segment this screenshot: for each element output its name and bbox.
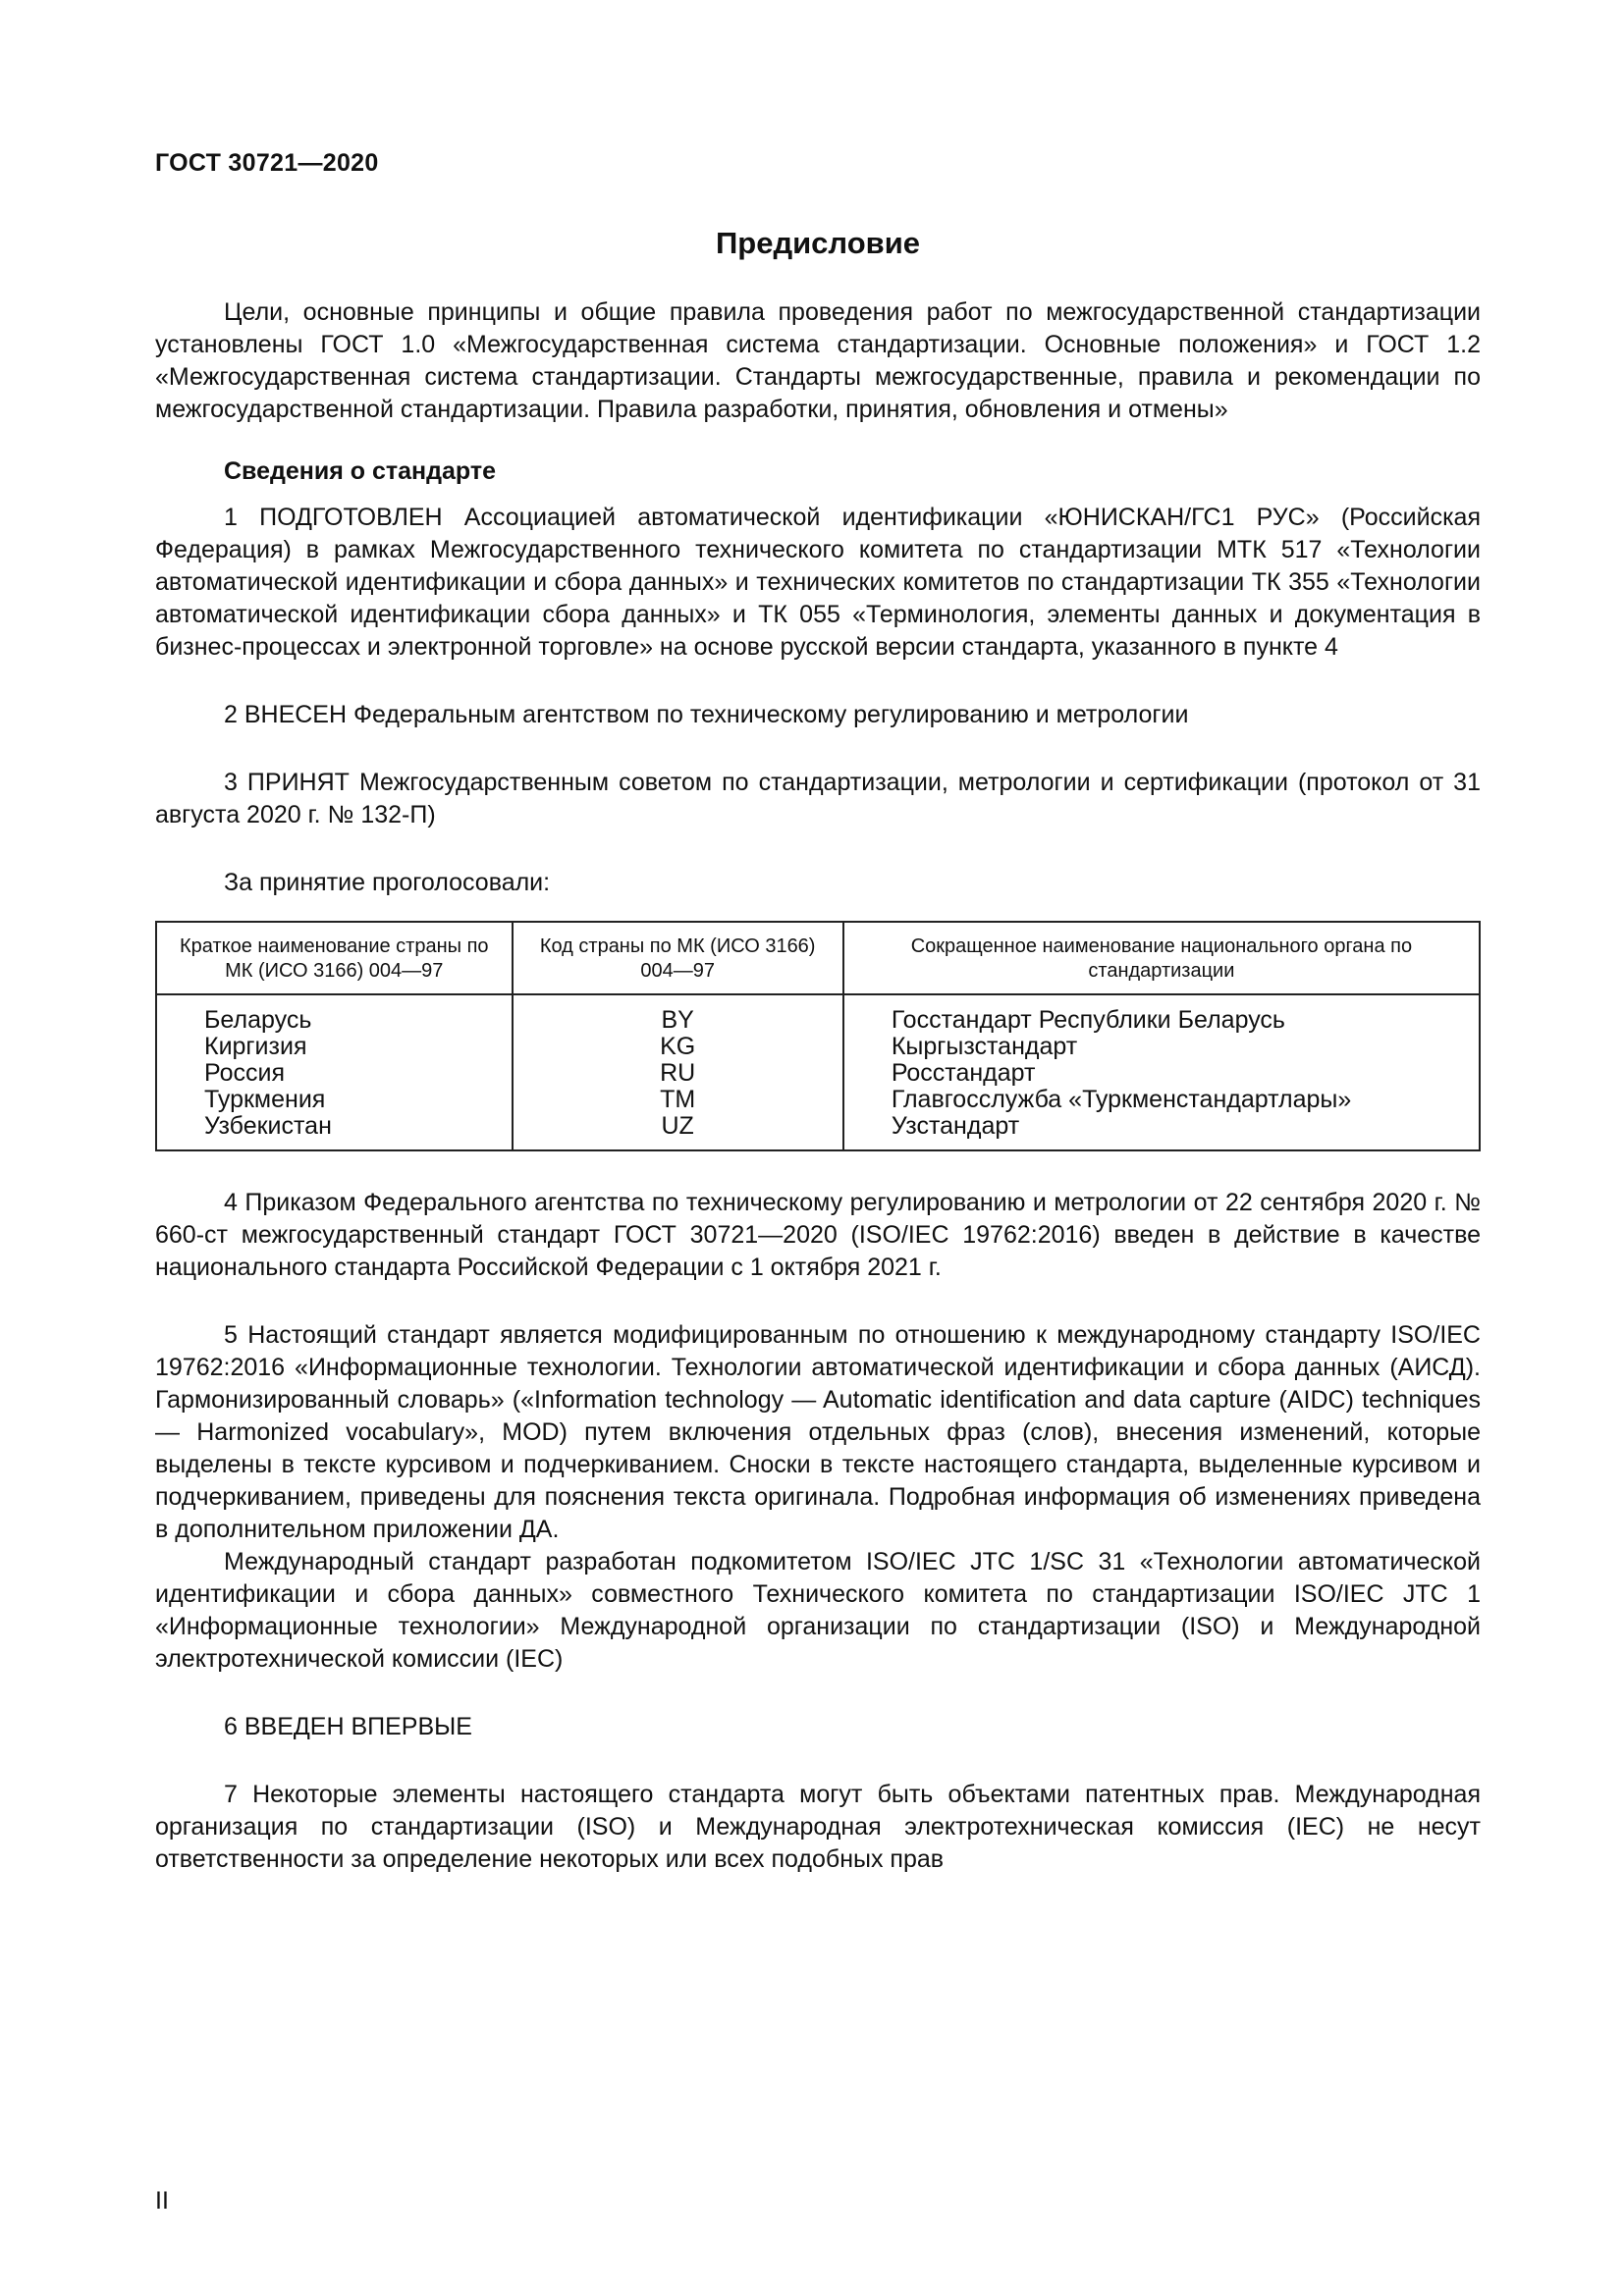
country-cell: Россия: [156, 1060, 513, 1087]
vote-intro: За принятие проголосовали:: [224, 869, 551, 896]
item-3-paragraph: 3 ПРИНЯТ Межгосударственным советом по стандартизации, метрологии и сертификации (протокол от 31 августа 2020 г. № 132-П): [155, 769, 1481, 828]
table-row: [156, 1087, 1480, 1113]
item-5-continuation: Международный стандарт разработан подкомитетом ISO/IEC JTC 1/SC 31 «Технологии автоматической идентификации и сбора данных» совместного Технического комитета по стандартизации ISO/IEC JTC 1 «Информационные технологии» Международной организации по стандартизации (ISO) и Международной электротехнической комиссии (IEC): [155, 1548, 1481, 1673]
table-row: [156, 1034, 1480, 1060]
country-cell: Узбекистан: [156, 1113, 513, 1150]
column-header-code: Код страны по МК (ИСО 3166) 004—97: [513, 922, 843, 994]
country-cell: Туркмения: [156, 1087, 513, 1113]
column-header-country: Краткое наименование страны по МК (ИСО 3166) 004—97: [156, 922, 513, 994]
table-row: [156, 994, 1480, 1034]
table-row: [156, 1060, 1480, 1087]
body-cell: Главгосслужба «Туркменстандартлары»: [843, 1087, 1480, 1113]
page-title: Предисловие: [715, 226, 920, 260]
body-cell: Госстандарт Республики Беларусь: [843, 994, 1480, 1034]
code-cell: RU: [513, 1060, 843, 1087]
body-cell: Узстандарт: [843, 1113, 1480, 1150]
column-header-body: Сокращенное наименование национального органа по стандартизации: [843, 922, 1480, 994]
body-cell: Кыргызстандарт: [843, 1034, 1480, 1060]
code-cell: UZ: [513, 1113, 843, 1150]
page-number: II: [155, 2187, 169, 2215]
table-header-row: [156, 922, 1480, 994]
document-body: [155, 296, 1481, 1876]
code-cell: BY: [513, 994, 843, 1034]
subheading: Сведения о стандарте: [224, 457, 497, 485]
item-6-paragraph: 6 ВВЕДЕН ВПЕРВЫЕ: [224, 1713, 472, 1740]
body-cell: Росстандарт: [843, 1060, 1480, 1087]
item-4-paragraph: 4 Приказом Федерального агентства по техническому регулированию и метрологии от 22 сентября 2020 г. № 660-ст межгосударственный стандарт ГОСТ 30721—2020 (ISO/IEC 19762:2016) введен в действие в качестве национального стандарта Российской Федерации с 1 октября 2021 г.: [155, 1189, 1481, 1281]
item-2-paragraph: 2 ВНЕСЕН Федеральным агентством по техническому регулированию и метрологии: [224, 701, 1189, 728]
voting-table: [155, 921, 1481, 1151]
intro-paragraph: Цели, основные принципы и общие правила проведения работ по межгосударственной стандартизации установлены ГОСТ 1.0 «Межгосударственная система стандартизации. Основные положения» и ГОСТ 1.2 «Межгосударственная система стандартизации. Стандарты межгосударственные, правила и рекомендации по межгосударственной стандартизации. Правила разработки, принятия, обновления и отмены»: [155, 298, 1481, 423]
country-cell: Беларусь: [156, 994, 513, 1034]
code-cell: TM: [513, 1087, 843, 1113]
item-7-paragraph: 7 Некоторые элементы настоящего стандарта могут быть объектами патентных прав. Международная организация по стандартизации (ISO) и Международная электротехническая комиссия (IEC) не несут ответственности за определение некоторых или всех подобных прав: [155, 1781, 1481, 1873]
code-cell: KG: [513, 1034, 843, 1060]
country-cell: Киргизия: [156, 1034, 513, 1060]
document-header: ГОСТ 30721—2020: [155, 149, 379, 177]
item-5-paragraph: 5 Настоящий стандарт является модифицированным по отношению к международному стандарту ISO/IEC 19762:2016 «Информационные технологии. Технологии автоматической идентификации и сбора данных (АИСД). Гармонизированный словарь» («Information technology — Automatic identification and data capture (AIDC) techniques — Harmonized vocabulary», MOD) путем включения отдельных фраз (слов), внесения изменений, которые выделены в тексте курсивом и подчеркиванием. Сноски в тексте настоящего стандарта, выделенные курсивом и подчеркиванием, приведены для пояснения текста оригинала. Подробная информация об изменениях приведена в дополнительном приложении ДА.: [155, 1321, 1481, 1543]
table-row: [156, 1113, 1480, 1150]
item-1-paragraph: 1 ПОДГОТОВЛЕН Ассоциацией автоматической идентификации «ЮНИСКАН/ГС1 РУС» (Российская Федерация) в рамках Межгосударственного технического комитета по стандартизации МТК 517 «Технологии автоматической идентификации и сбора данных» и технических комитетов по стандартизации ТК 355 «Технологии автоматической идентификации сбора данных» и ТК 055 «Терминология, элементы данных и документация в бизнес-процессах и электронной торговле» на основе русской версии стандарта, указанного в пункте 4: [155, 504, 1481, 661]
